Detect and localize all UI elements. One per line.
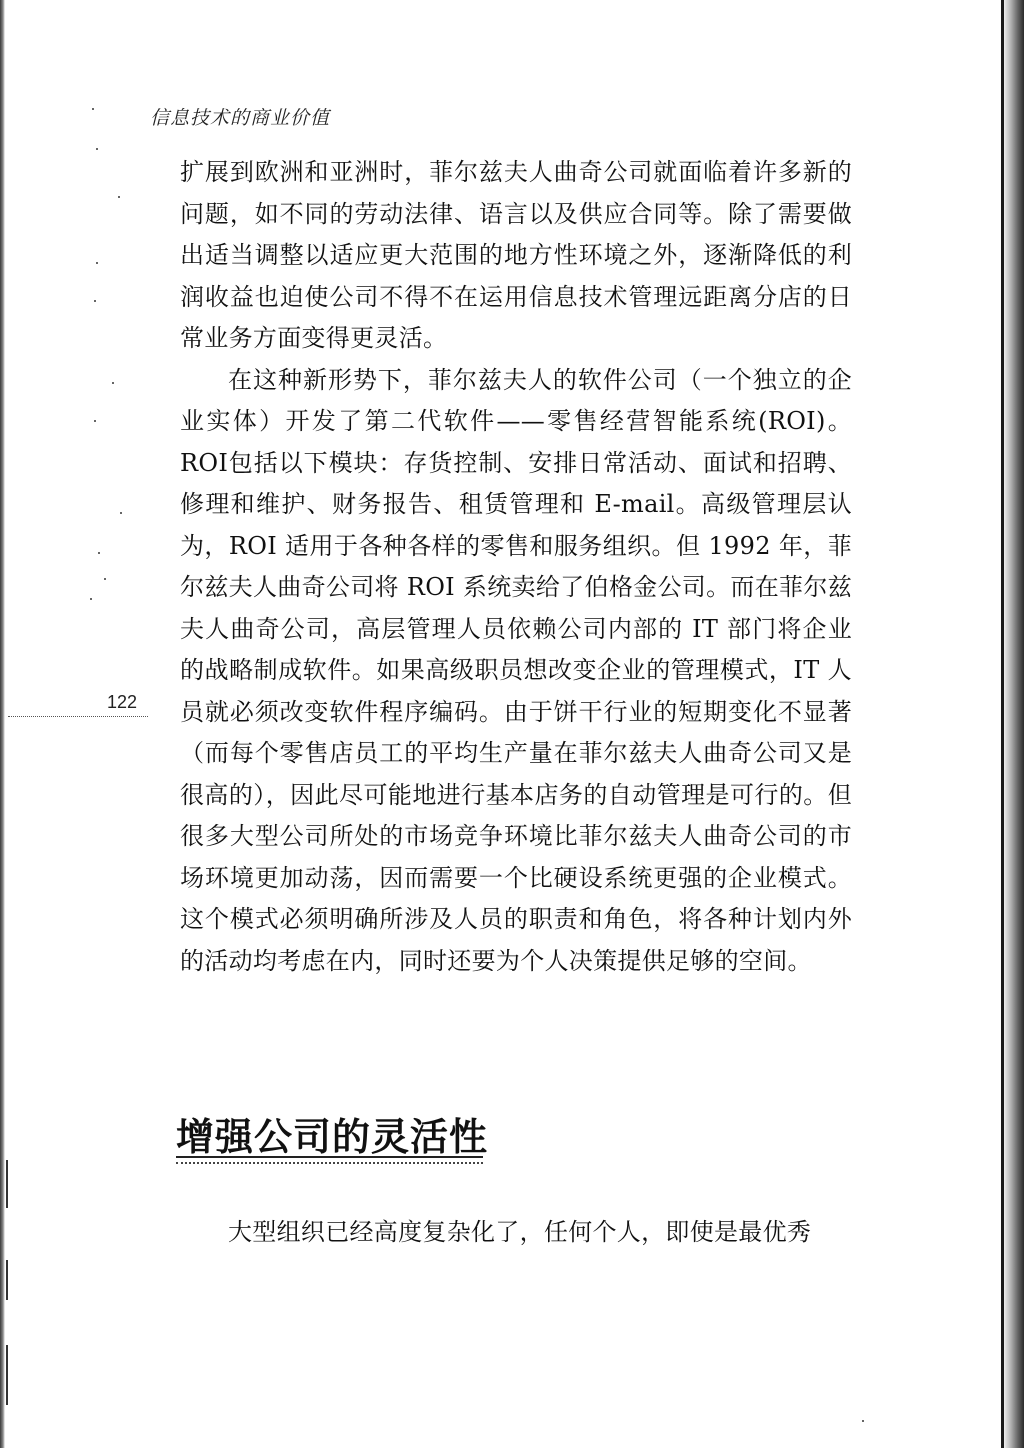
paragraph: 扩展到欧洲和亚洲时，菲尔兹夫人曲奇公司就面临着许多新的问题，如不同的劳动法律、语言以及供应合同等。除了需要做出适当调整以适应更大范围的地方性环境之外，逐渐降低的利润收益也迫使公司不得不在运用信息技术管理远距离分店的日常业务方面变得更灵活。 xyxy=(180,158,852,352)
section-heading-rule xyxy=(176,1156,483,1164)
scan-speck xyxy=(862,1420,864,1422)
scan-speck xyxy=(94,420,96,422)
final-paragraph-block xyxy=(180,1212,852,1254)
section-heading: 增强公司的灵活性 xyxy=(176,1115,489,1159)
scan-speck xyxy=(120,512,122,514)
scan-speck xyxy=(104,578,106,580)
scan-speck xyxy=(112,382,114,384)
body-text xyxy=(180,152,852,982)
scan-speck xyxy=(90,598,92,600)
paragraph: 在这种新形势下，菲尔兹夫人的软件公司（一个独立的企业实体）开发了第二代软件——零售经营智能系统(ROI)。ROI包括以下模块：存货控制、安排日常活动、面试和招聘、修理和维护、财务报告、租赁管理和 E-mail。高级管理层认为，ROI 适用于各种各样的零售和服务组织。但 1992 年，菲尔兹夫人曲奇公司将 ROI 系统卖给了伯格金公司。而在菲尔兹夫人曲奇公司，高层管理人员依赖公司内部的 IT 部门将企业的战略制成软件。如果高级职员想改变企业的管理模式，IT 人员就必须改变软件程序编码。由于饼干行业的短期变化不显著（而每个零售店员工的平均生产量在菲尔兹夫人曲奇公司又是很高的），因此尽可能地进行基本店务的自动管理是可行的。但很多大型公司所处的市场竞争环境比菲尔兹夫人曲奇公司的市场环境更加动荡，因而需要一个比硬设系统更强的企业模式。这个模式必须明确所涉及人员的职责和角色，将各种计划内外的活动均考虑在内，同时还要为个人决策提供足够的空间。 xyxy=(180,365,852,975)
scan-speck xyxy=(98,552,100,554)
scan-edge-left xyxy=(0,0,5,1448)
scan-speck xyxy=(118,196,120,198)
scan-mark xyxy=(6,1260,8,1300)
scan-speck xyxy=(92,108,94,110)
scan-mark xyxy=(6,1160,8,1208)
scan-speck xyxy=(96,148,98,150)
scan-mark xyxy=(6,1345,8,1405)
scan-speck xyxy=(94,300,96,302)
scan-edge-right-line xyxy=(1001,0,1004,1448)
scan-edge-right xyxy=(1002,0,1024,1448)
paragraph: 大型组织已经高度复杂化了，任何个人，即使是最优秀 xyxy=(228,1218,812,1246)
page-number-rule xyxy=(8,716,148,717)
scan-speck xyxy=(96,262,98,264)
running-header: 信息技术的商业价值 xyxy=(150,107,331,129)
page-number: 122 xyxy=(107,692,138,712)
